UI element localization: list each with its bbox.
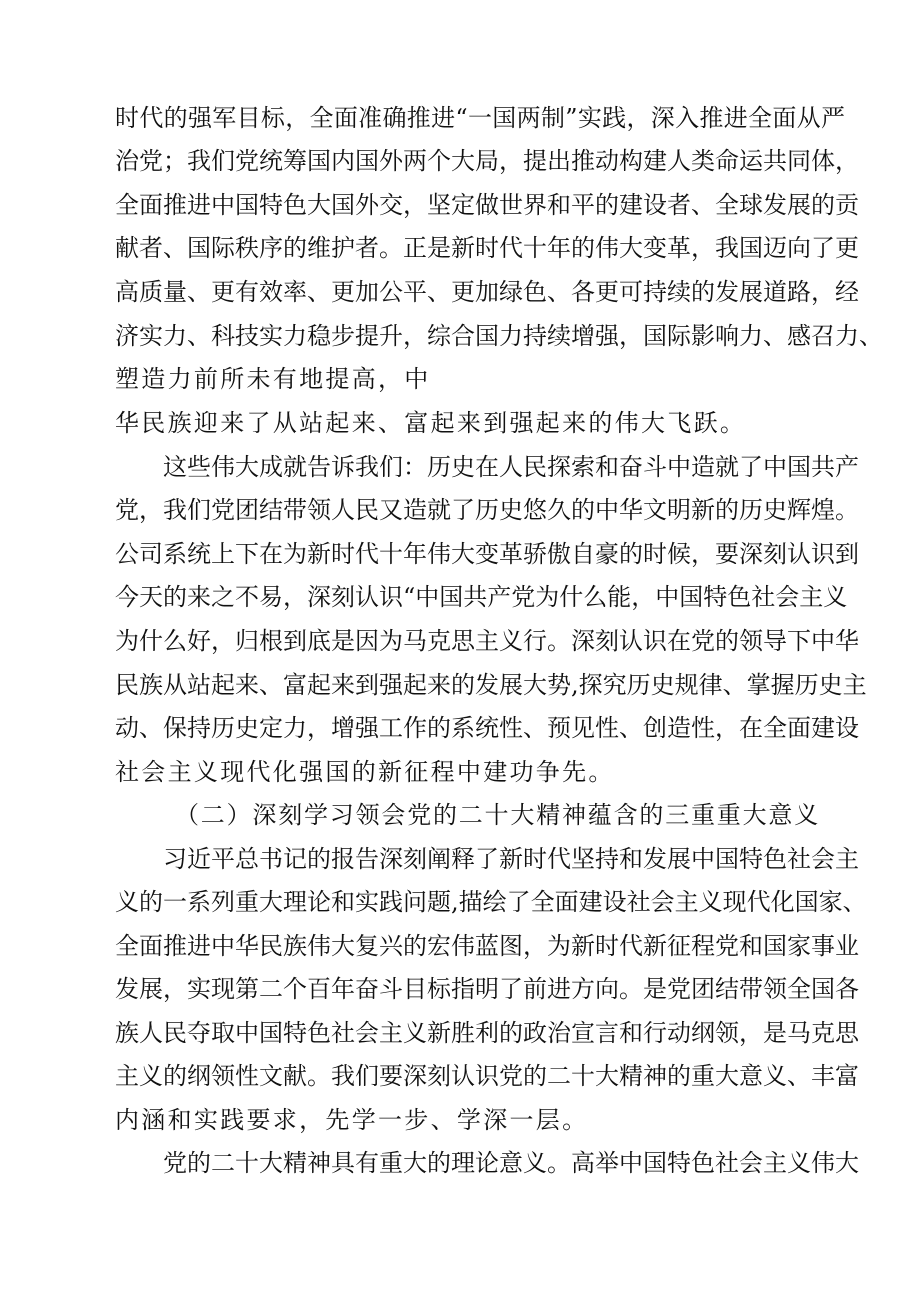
paragraph-line: 内涵和实践要求，先学一步、学深一层。 xyxy=(115,1106,589,1134)
paragraph-line: 公司系统上下在为新时代十年伟大变革骄傲自豪的时候，要深刻认识到 xyxy=(115,540,859,568)
paragraph-line: 动、保持历史定力，增强工作的系统性、预见性、创造性，在全面建设 xyxy=(115,714,859,742)
paragraph-line: 治党；我们党统筹国内国外两个大局，提出推动构建人类命运共同体， xyxy=(115,147,859,175)
paragraph-first-line: 党的二十大精神具有重大的理论意义。高举中国特色社会主义伟大 xyxy=(163,1149,859,1177)
section-heading: （二）深刻学习领会党的二十大精神蕴含的三重重大意义 xyxy=(175,801,820,829)
paragraph-line: 今天的来之不易，深刻认识“中国共产党为什么能，中国特色社会主义 xyxy=(115,583,848,611)
paragraph-line: 高质量、更有效率、更加公平、更加绿色、各更可持续的发展道路，经 xyxy=(115,278,859,306)
paragraph-line: 全面推进中国特色大国外交，坚定做世界和平的建设者、全球发展的贡 xyxy=(115,191,859,219)
paragraph-line: 为什么好，归根到底是因为马克思主义行。深刻认识在党的领导下中华 xyxy=(115,627,859,655)
paragraph-first-line: 这些伟大成就告诉我们：历史在人民探索和奋斗中造就了中国共产 xyxy=(163,453,859,481)
paragraph-line: 民族从站起来、富起来到强起来的发展大势,探究历史规律、掌握历史主 xyxy=(115,671,867,699)
paragraph-line: 主义的纲领性文献。我们要深刻认识党的二十大精神的重大意义、丰富 xyxy=(115,1062,859,1090)
paragraph-line: 党，我们党团结带领人民又造就了历史悠久的中华文明新的历史辉煌。 xyxy=(115,496,859,524)
paragraph-line: 全面推进中华民族伟大复兴的宏伟蓝图，为新时代新征程党和国家事业 xyxy=(115,932,859,960)
paragraph-line: 发展，实现第二个百年奋斗目标指明了前进方向。是党团结带领全国各 xyxy=(115,975,859,1003)
paragraph-line: 塑造力前所未有地提高，中 xyxy=(115,365,431,393)
paragraph-line: 族人民夺取中国特色社会主义新胜利的政治宣言和行动纲领，是马克思 xyxy=(115,1019,859,1047)
paragraph-line: 时代的强军目标，全面准确推进“一国两制”实践，深入推进全面从严 xyxy=(115,104,845,132)
paragraph-line: 华民族迎来了从站起来、富起来到强起来的伟大飞跃。 xyxy=(115,409,747,437)
paragraph-first-line: 习近平总书记的报告深刻阐释了新时代坚持和发展中国特色社会主 xyxy=(163,845,859,873)
paragraph-line: 济实力、科技实力稳步提升，综合国力持续增强，国际影响力、感召力、 xyxy=(115,322,883,350)
paragraph-line: 社会主义现代化强国的新征程中建功争先。 xyxy=(115,758,615,786)
paragraph-line: 献者、国际秩序的维护者。正是新时代十年的伟大变革，我国迈向了更 xyxy=(115,234,859,262)
paragraph-line: 义的一系列重大理论和实践问题,描绘了全面建设社会主义现代化国家、 xyxy=(115,888,867,916)
